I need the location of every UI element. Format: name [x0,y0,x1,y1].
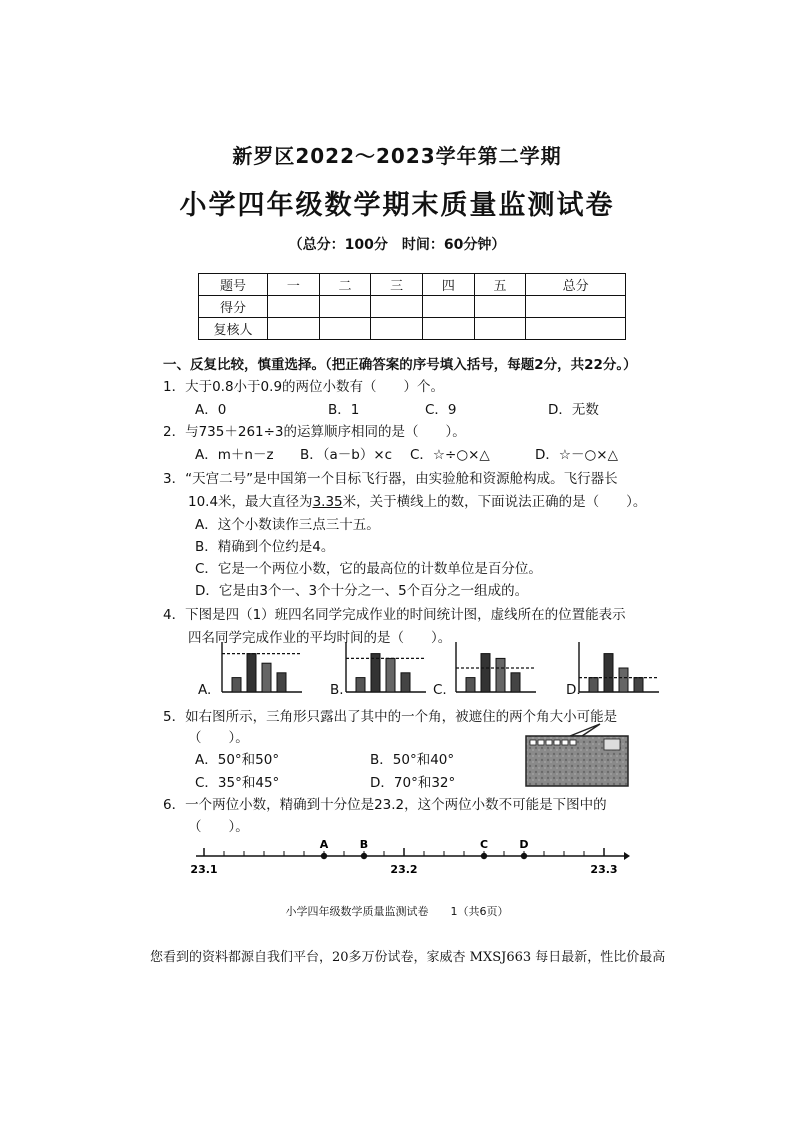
q4-option-a[interactable]: A. [198,682,212,698]
q2-option-d[interactable]: D．☆－○×△ [535,447,618,463]
q2-option-b[interactable]: B．（a－b）×c [300,447,393,463]
col-header: 五 [474,274,526,296]
advert-text: 您看到的资料都源自我们平台，20多万份试卷，家威杏 MXSJ663 每日最新，性比价最高 [150,950,666,965]
score-cell[interactable] [423,296,475,318]
col-header: 四 [423,274,475,296]
bar [634,678,643,692]
q3-option-b[interactable]: B．精确到个位约是4。 [195,539,335,555]
point-label: C [479,838,489,851]
exam-meta: （总分：100分 时间：60分钟） [288,237,506,253]
q4-option-b[interactable]: B. [330,682,344,698]
row-label-score: 得分 [199,296,268,318]
q3-option-d[interactable]: D．它是由3个一、3个十分之一、5个百分之一组成的。 [195,583,529,599]
hidden-triangle-figure [522,722,630,788]
bar [277,673,286,692]
tick-label: 23.2 [390,863,418,876]
question-3-stem-line2 [188,490,646,510]
q1-option-a[interactable]: A．0 [195,402,227,418]
point-marker [521,853,527,859]
exposed-angle [570,724,600,736]
bar [511,673,520,692]
score-cell[interactable] [319,296,371,318]
question-6-stem-line1: 6．一个两位小数，精确到十分位是23.2，这个两位小数不可能是下图中的 [163,797,607,813]
table-row [199,274,626,296]
number-line [190,830,630,880]
q4-option-d[interactable]: D. [566,682,581,698]
bar [481,654,490,692]
point-marker [321,853,327,859]
bar [356,678,365,692]
bar [386,658,395,692]
point-label: D [519,838,529,851]
reviewer-cell[interactable] [268,318,320,340]
reviewer-cell[interactable] [371,318,423,340]
bar-chart-c [452,640,538,696]
score-table [198,273,626,340]
row-label-question-no: 题号 [199,274,268,296]
score-cell[interactable] [268,296,320,318]
exam-header-term: 新罗区2022～2023学年第二学期 [232,144,562,168]
q5-option-d[interactable]: D．70°和32° [370,775,456,791]
tick-label: 23.3 [590,863,618,876]
bar [496,658,505,692]
q2-option-a[interactable]: A．m＋n－z [195,447,274,463]
question-5-stem-line2: （ ）。 [188,730,249,746]
arrow-head [624,852,630,860]
bar [247,654,256,692]
point-label: B [359,838,369,851]
bar [371,654,380,692]
tick-label: 23.1 [190,863,218,876]
row-label-reviewer: 复核人 [199,318,268,340]
bar [466,678,475,692]
q3-text: 米，关于横线上的数，下面说法正确的是（ ）。 [342,494,647,510]
table-row [199,318,626,340]
bar-chart-d [575,640,661,696]
q1-option-c[interactable]: C．9 [425,402,457,418]
bar-chart-a [218,640,304,696]
col-header: 总分 [526,274,626,296]
q4-option-c[interactable]: C. [433,682,447,698]
q3-option-a[interactable]: A．这个小数读作三点三十五。 [195,517,380,533]
reviewer-cell[interactable] [526,318,626,340]
col-header: 二 [319,274,371,296]
q1-option-b[interactable]: B．1 [328,402,360,418]
question-4-stem-line1: 4．下图是四（1）班四名同学完成作业的时间统计图，虚线所在的位置能表示 [163,607,626,623]
col-header: 一 [268,274,320,296]
q3-text: 10.4米，最大直径为 [188,494,313,510]
bar [619,668,628,692]
question-2-stem: 2．与735＋261÷3的运算顺序相同的是（ ）。 [163,424,466,440]
section-heading: 一、反复比较，慎重选择。（把正确答案的序号填入括号，每题2分，共22分。） [163,357,637,373]
reviewer-cell[interactable] [474,318,526,340]
bar-chart-b [342,640,428,696]
table-row [199,296,626,318]
bar [589,678,598,692]
q2-option-c[interactable]: C．☆÷○×△ [410,447,490,463]
q3-option-c[interactable]: C．它是一个两位小数，它的最高位的计数单位是百分位。 [195,561,542,577]
bar [262,663,271,692]
page-footer: 小学四年级数学质量监测试卷 1（共6页） [285,905,509,918]
reviewer-cell[interactable] [423,318,475,340]
point-marker [361,853,367,859]
score-cell[interactable] [371,296,423,318]
bar [401,673,410,692]
question-1-stem: 1．大于0.8小于0.9的两位小数有（ ）个。 [163,379,445,395]
q5-option-b[interactable]: B．50°和40° [370,752,455,768]
question-6-stem-line2: （ ）。 [188,819,249,835]
score-cell[interactable] [526,296,626,318]
question-5-stem-line1: 5．如右图所示，三角形只露出了其中的一个角，被遮住的两个角大小可能是 [163,709,618,725]
q5-option-c[interactable]: C．35°和45° [195,775,280,791]
score-cell[interactable] [474,296,526,318]
q1-option-d[interactable]: D．无数 [548,402,599,418]
bar [232,678,241,692]
reviewer-cell[interactable] [319,318,371,340]
bar [604,654,613,692]
point-label: A [319,838,329,851]
point-marker [481,853,487,859]
q5-option-a[interactable]: A．50°和50° [195,752,280,768]
q3-underlined-number: 3.35 [312,494,343,510]
question-3-stem-line1: 3．“天宫二号”是中国第一个目标飞行器，由实验舱和资源舱构成。飞行器长 [163,471,618,487]
question-4-stem-line2: 四名同学完成作业的平均时间的是（ ）。 [188,630,452,646]
exam-title: 小学四年级数学期末质量监测试卷 [179,190,615,221]
col-header: 三 [371,274,423,296]
